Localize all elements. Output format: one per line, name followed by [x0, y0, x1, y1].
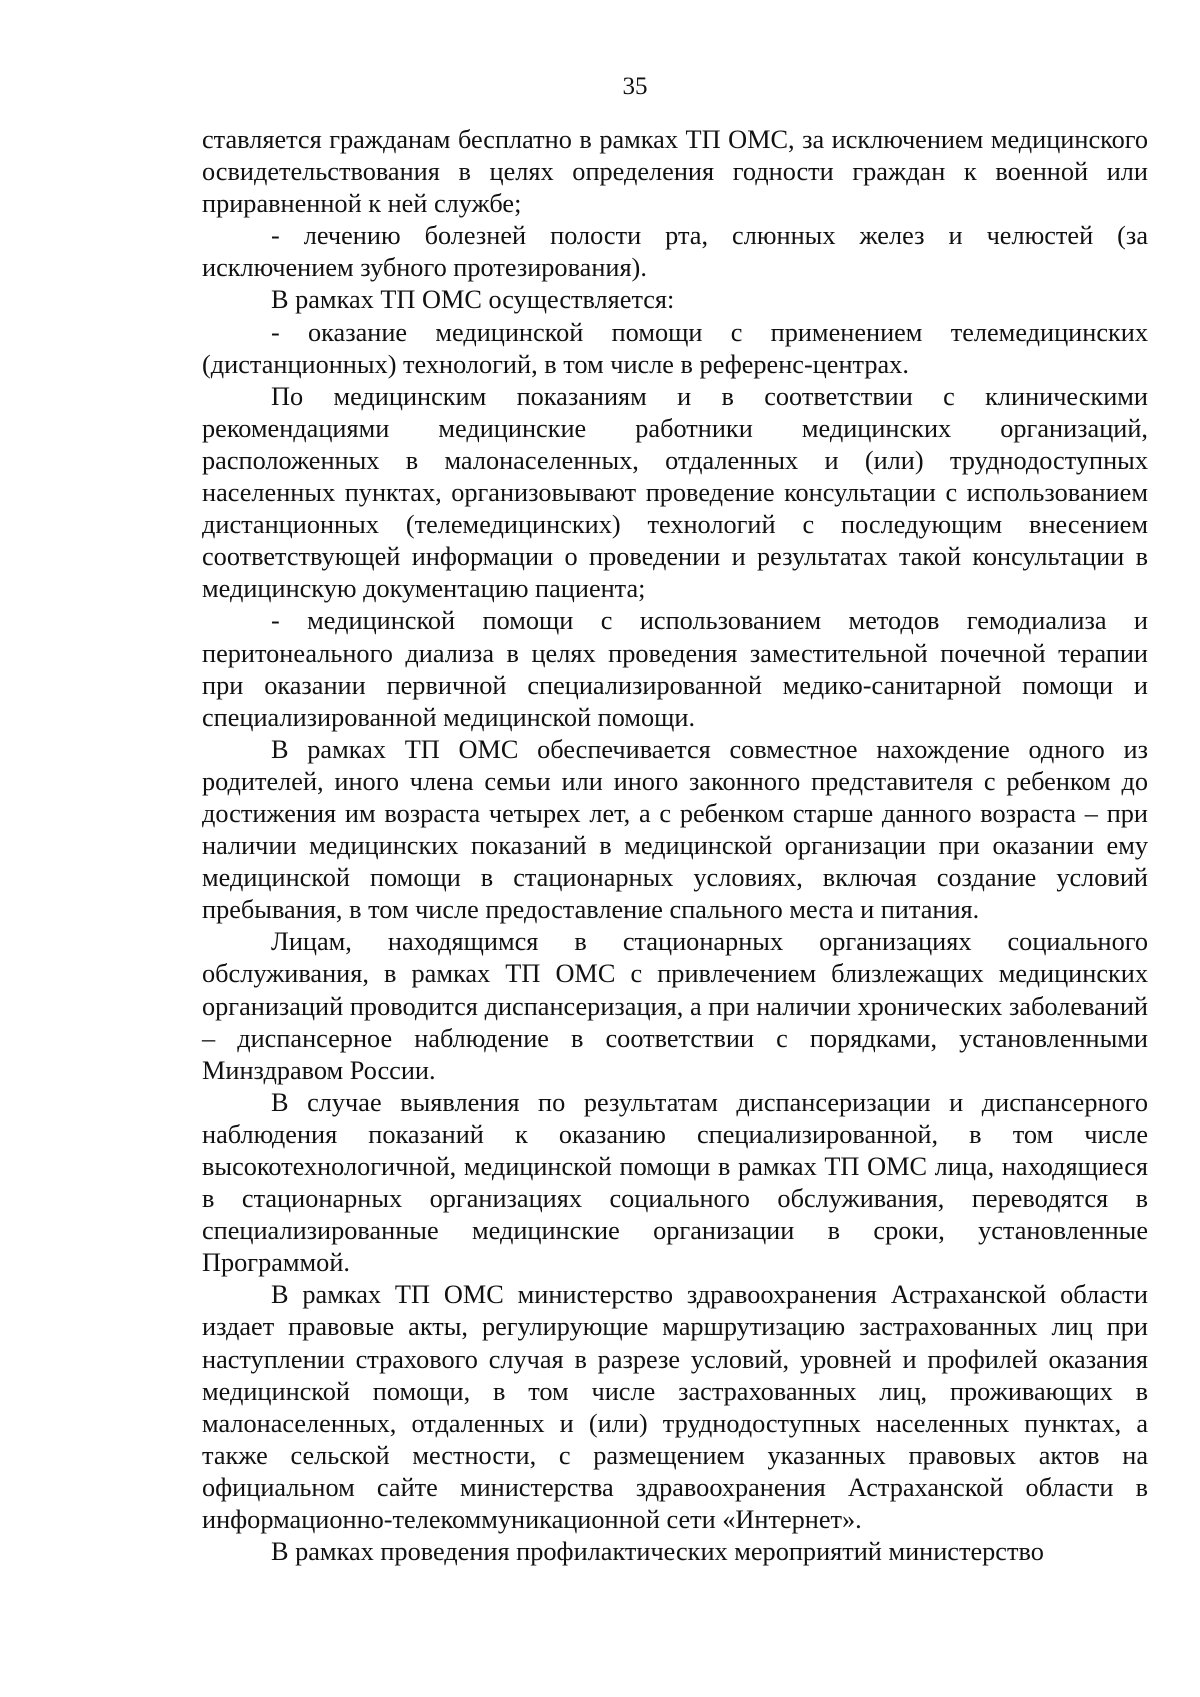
paragraph-social-institutions: Лицам, находящимся в стационарных организациях социального обслуживания, в рамках ТП ОМС с привлечением близлежащих медицинских организаций проводится диспансеризация, а при наличии хронических заболеваний – диспансерное наблюдение в соответствии с порядками, установленными Минздравом России.: [202, 927, 1148, 1085]
paragraph-preventive-measures: В рамках проведения профилактических мероприятий министерство: [271, 1537, 1044, 1567]
paragraph-dialysis: - медицинской помощи с использованием методов гемодиализа и перитонеального диализа в целях проведения заместительной почечной терапии при оказании первичной специализированной медико-санитарной помощи и специализированной медицинской помощи.: [202, 606, 1148, 732]
page-number: 35: [622, 73, 648, 100]
paragraph-telemedicine: - оказание медицинской помощи с применением телемедицинских (дистанционных) технологий, в том числе в референс-центрах.: [202, 317, 1148, 379]
paragraph-routing-acts: В рамках ТП ОМС министерство здравоохранения Астраханской области издает правовые акты, регулирующие маршрутизацию застрахованных лиц при наступлении страхового случая в разрезе условий, уровней и профилей оказания медицинской помощи, в том числе застрахованных лиц, проживающих в малонаселенных, отдаленных и (или) труднодоступных населенных пунктах, а также сельской местности, с размещением указанных правовых актов на официальном сайте министерства здравоохранения Астраханской области в информационно-телекоммуникационной сети «Интернет».: [202, 1280, 1148, 1535]
paragraph-oms-provides: В рамках ТП ОМС осуществляется:: [271, 285, 675, 315]
paragraph-parent-stay: В рамках ТП ОМС обеспечивается совместное нахождение одного из родителей, иного члена семьи или иного законного представителя с ребенком до достижения им возраста четырех лет, а с ребенком старше данного возраста – при наличии медицинских показаний в медицинской организации при оказании ему медицинской помощи в стационарных условиях, включая создание условий пребывания, в том числе предоставление спального места и питания.: [202, 734, 1148, 925]
paragraph-dental-treatment: - лечению болезней полости рта, слюнных желез и челюстей (за исключением зубного протезирования).: [202, 221, 1148, 283]
body-text: [202, 124, 1148, 1568]
paragraph-continuation: ставляется гражданам бесплатно в рамках ТП ОМС, за исключением медицинского освидетельствования в целях определения годности граждан к военной или приравненной к ней службе;: [202, 125, 1148, 219]
paragraph-specialized-transfer: В случае выявления по результатам диспансеризации и диспансерного наблюдения показаний к оказанию специализированной, в том числе высокотехнологичной, медицинской помощи в рамках ТП ОМС лица, находящиеся в стационарных организациях социального обслуживания, переводятся в специализированные медицинские организации в сроки, установленные Программой.: [202, 1087, 1148, 1278]
paragraph-remote-consultations: По медицинским показаниям и в соответствии с клиническими рекомендациями медицинские работники медицинских организаций, расположенных в малонаселенных, отдаленных и (или) труднодоступных населенных пунктах, организовывают проведение консультации с использованием дистанционных (телемедицинских) технологий с последующим внесением соответствующей информации о проведении и результатах такой консультации в медицинскую документацию пациента;: [202, 381, 1148, 604]
